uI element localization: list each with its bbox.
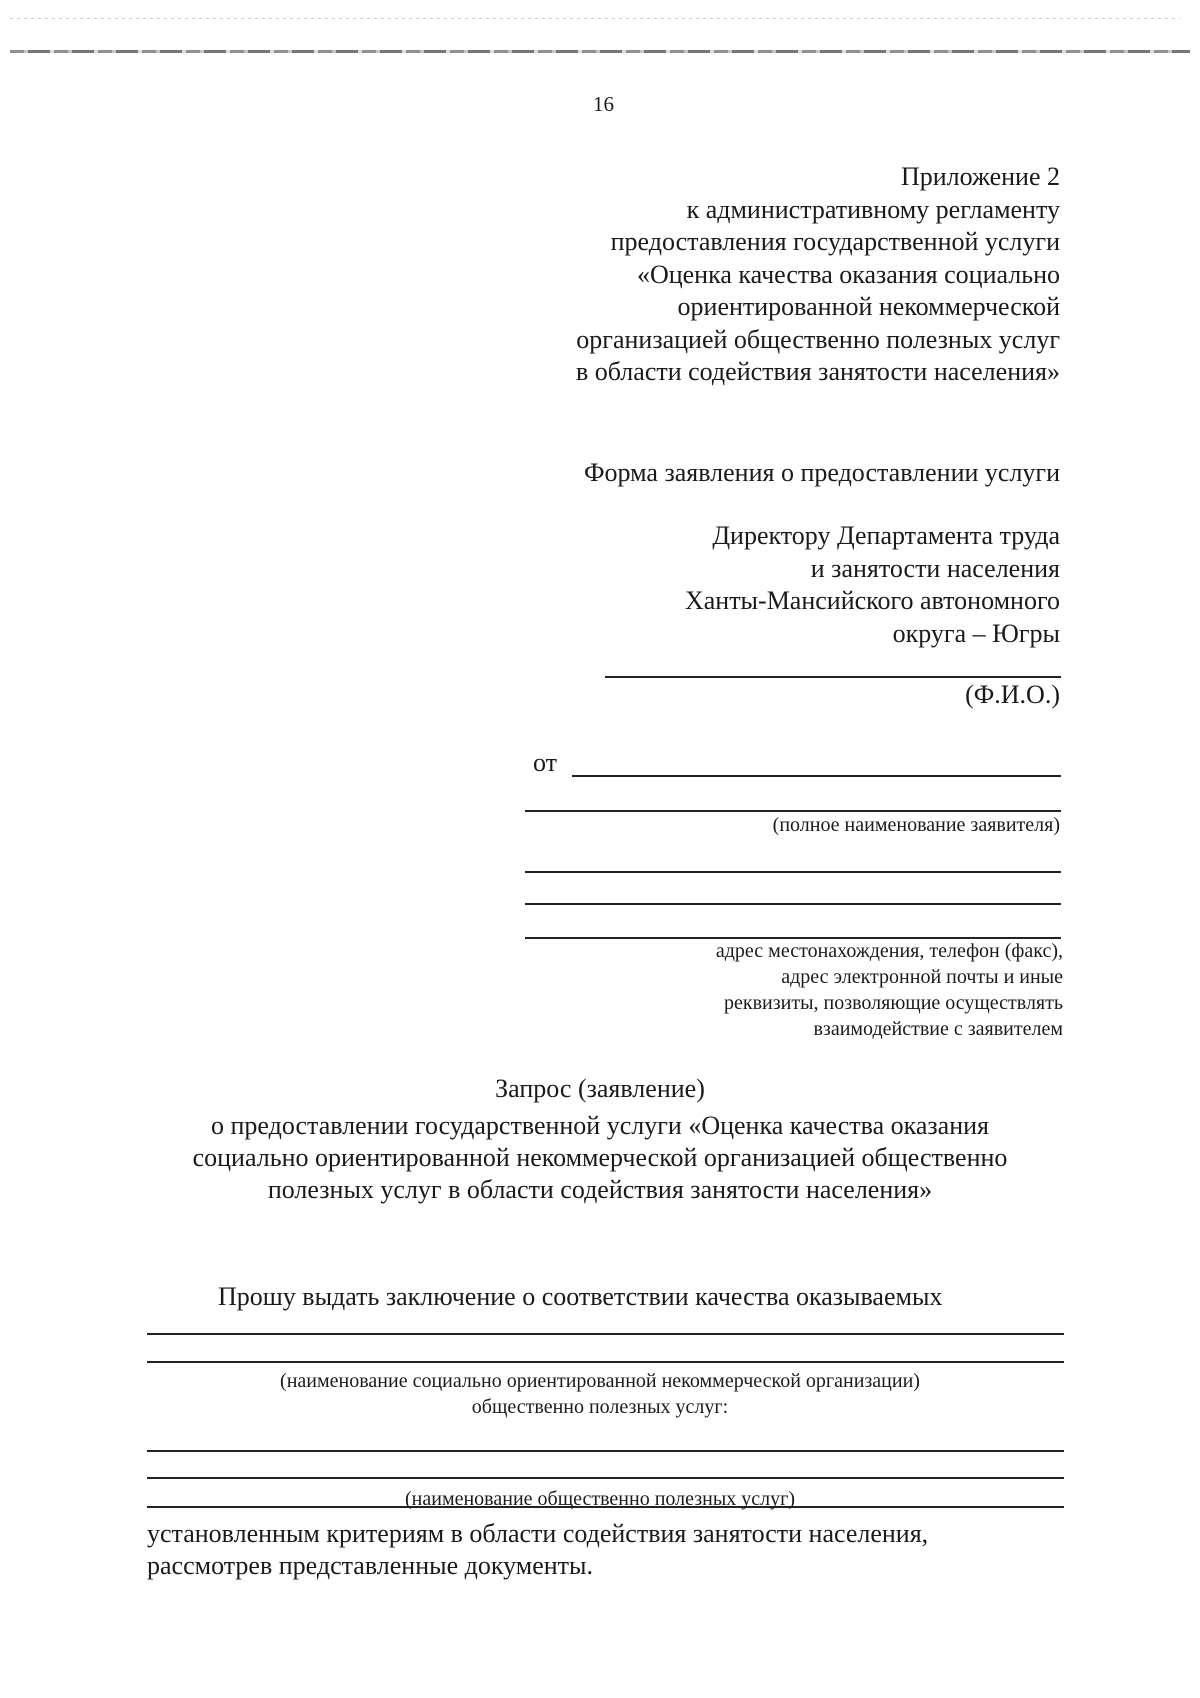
address-fill-line[interactable] xyxy=(525,871,1061,873)
form-title: Форма заявления о предоставлении услуги xyxy=(584,458,1060,487)
appendix-line: предоставления государственной услуги xyxy=(610,227,1060,256)
organization-fill-line[interactable] xyxy=(147,1361,1064,1363)
request-subtitle-line: о предоставлении государственной услуги «Оценка качества оказания xyxy=(210,1111,989,1140)
services-fill-line[interactable] xyxy=(147,1450,1064,1452)
appendix-line: Приложение 2 xyxy=(900,162,1060,191)
page-number: 16 xyxy=(593,92,614,116)
from-label: от xyxy=(533,748,558,777)
appendix-line: ориентированной некоммерческой xyxy=(677,292,1060,321)
organization-caption-line: общественно полезных услуг: xyxy=(471,1396,729,1418)
services-caption: (наименование общественно полезных услуг) xyxy=(405,1488,795,1510)
organization-caption-line: (наименование социально ориентированной некоммерческой организации) xyxy=(280,1370,920,1392)
appendix-line: «Оценка качества оказания социально xyxy=(636,259,1060,289)
applicant-caption: (полное наименование заявителя) xyxy=(772,814,1060,836)
addressee-line: и занятости населения xyxy=(810,553,1060,583)
address-caption-line: адрес электронной почты и иные xyxy=(781,966,1063,988)
addressee-block xyxy=(685,520,1060,650)
request-title: Запрос (заявление) xyxy=(495,1074,705,1103)
address-caption-line: взаимодействие с заявителем xyxy=(813,1018,1063,1040)
fio-fill-line[interactable] xyxy=(605,676,1061,678)
appendix-line: организацией общественно полезных услуг xyxy=(576,324,1060,354)
request-subtitle-line: полезных услуг в области содействия занятости населения» xyxy=(267,1175,933,1204)
appendix-header xyxy=(576,161,1060,389)
addressee-line: округа – Югры xyxy=(892,618,1060,648)
closing-line: установленным критериям в области содействия занятости населения, xyxy=(147,1519,929,1548)
scan-artifact-edge xyxy=(10,50,1190,53)
address-caption-line: реквизиты, позволяющие осуществлять xyxy=(724,992,1063,1014)
appendix-line: к административному регламенту xyxy=(686,194,1060,224)
closing-line: рассмотрев представленные документы. xyxy=(147,1551,593,1580)
fio-caption: (Ф.И.О.) xyxy=(965,680,1060,709)
applicant-fill-line[interactable] xyxy=(572,775,1061,777)
request-subtitle xyxy=(130,1110,1070,1206)
organization-fill-line[interactable] xyxy=(147,1333,1064,1335)
request-subtitle-line: социально ориентированной некоммерческой организацией общественно xyxy=(192,1143,1008,1172)
addressee-line: Директору Департамента труда xyxy=(712,521,1060,550)
closing-text xyxy=(147,1518,1065,1582)
organization-caption xyxy=(140,1368,1060,1420)
services-fill-line[interactable] xyxy=(147,1477,1064,1479)
request-body-text: Прошу выдать заключение о соответствии качества оказываемых xyxy=(218,1282,943,1311)
address-caption xyxy=(716,938,1063,1042)
address-caption-line: адрес местонахождения, телефон (факс), xyxy=(715,940,1063,962)
scan-artifact-top xyxy=(10,18,1180,19)
address-fill-line[interactable] xyxy=(525,903,1061,905)
addressee-line: Ханты-Мансийского автономного xyxy=(684,586,1060,615)
appendix-line: в области содействия занятости населения» xyxy=(575,357,1060,386)
